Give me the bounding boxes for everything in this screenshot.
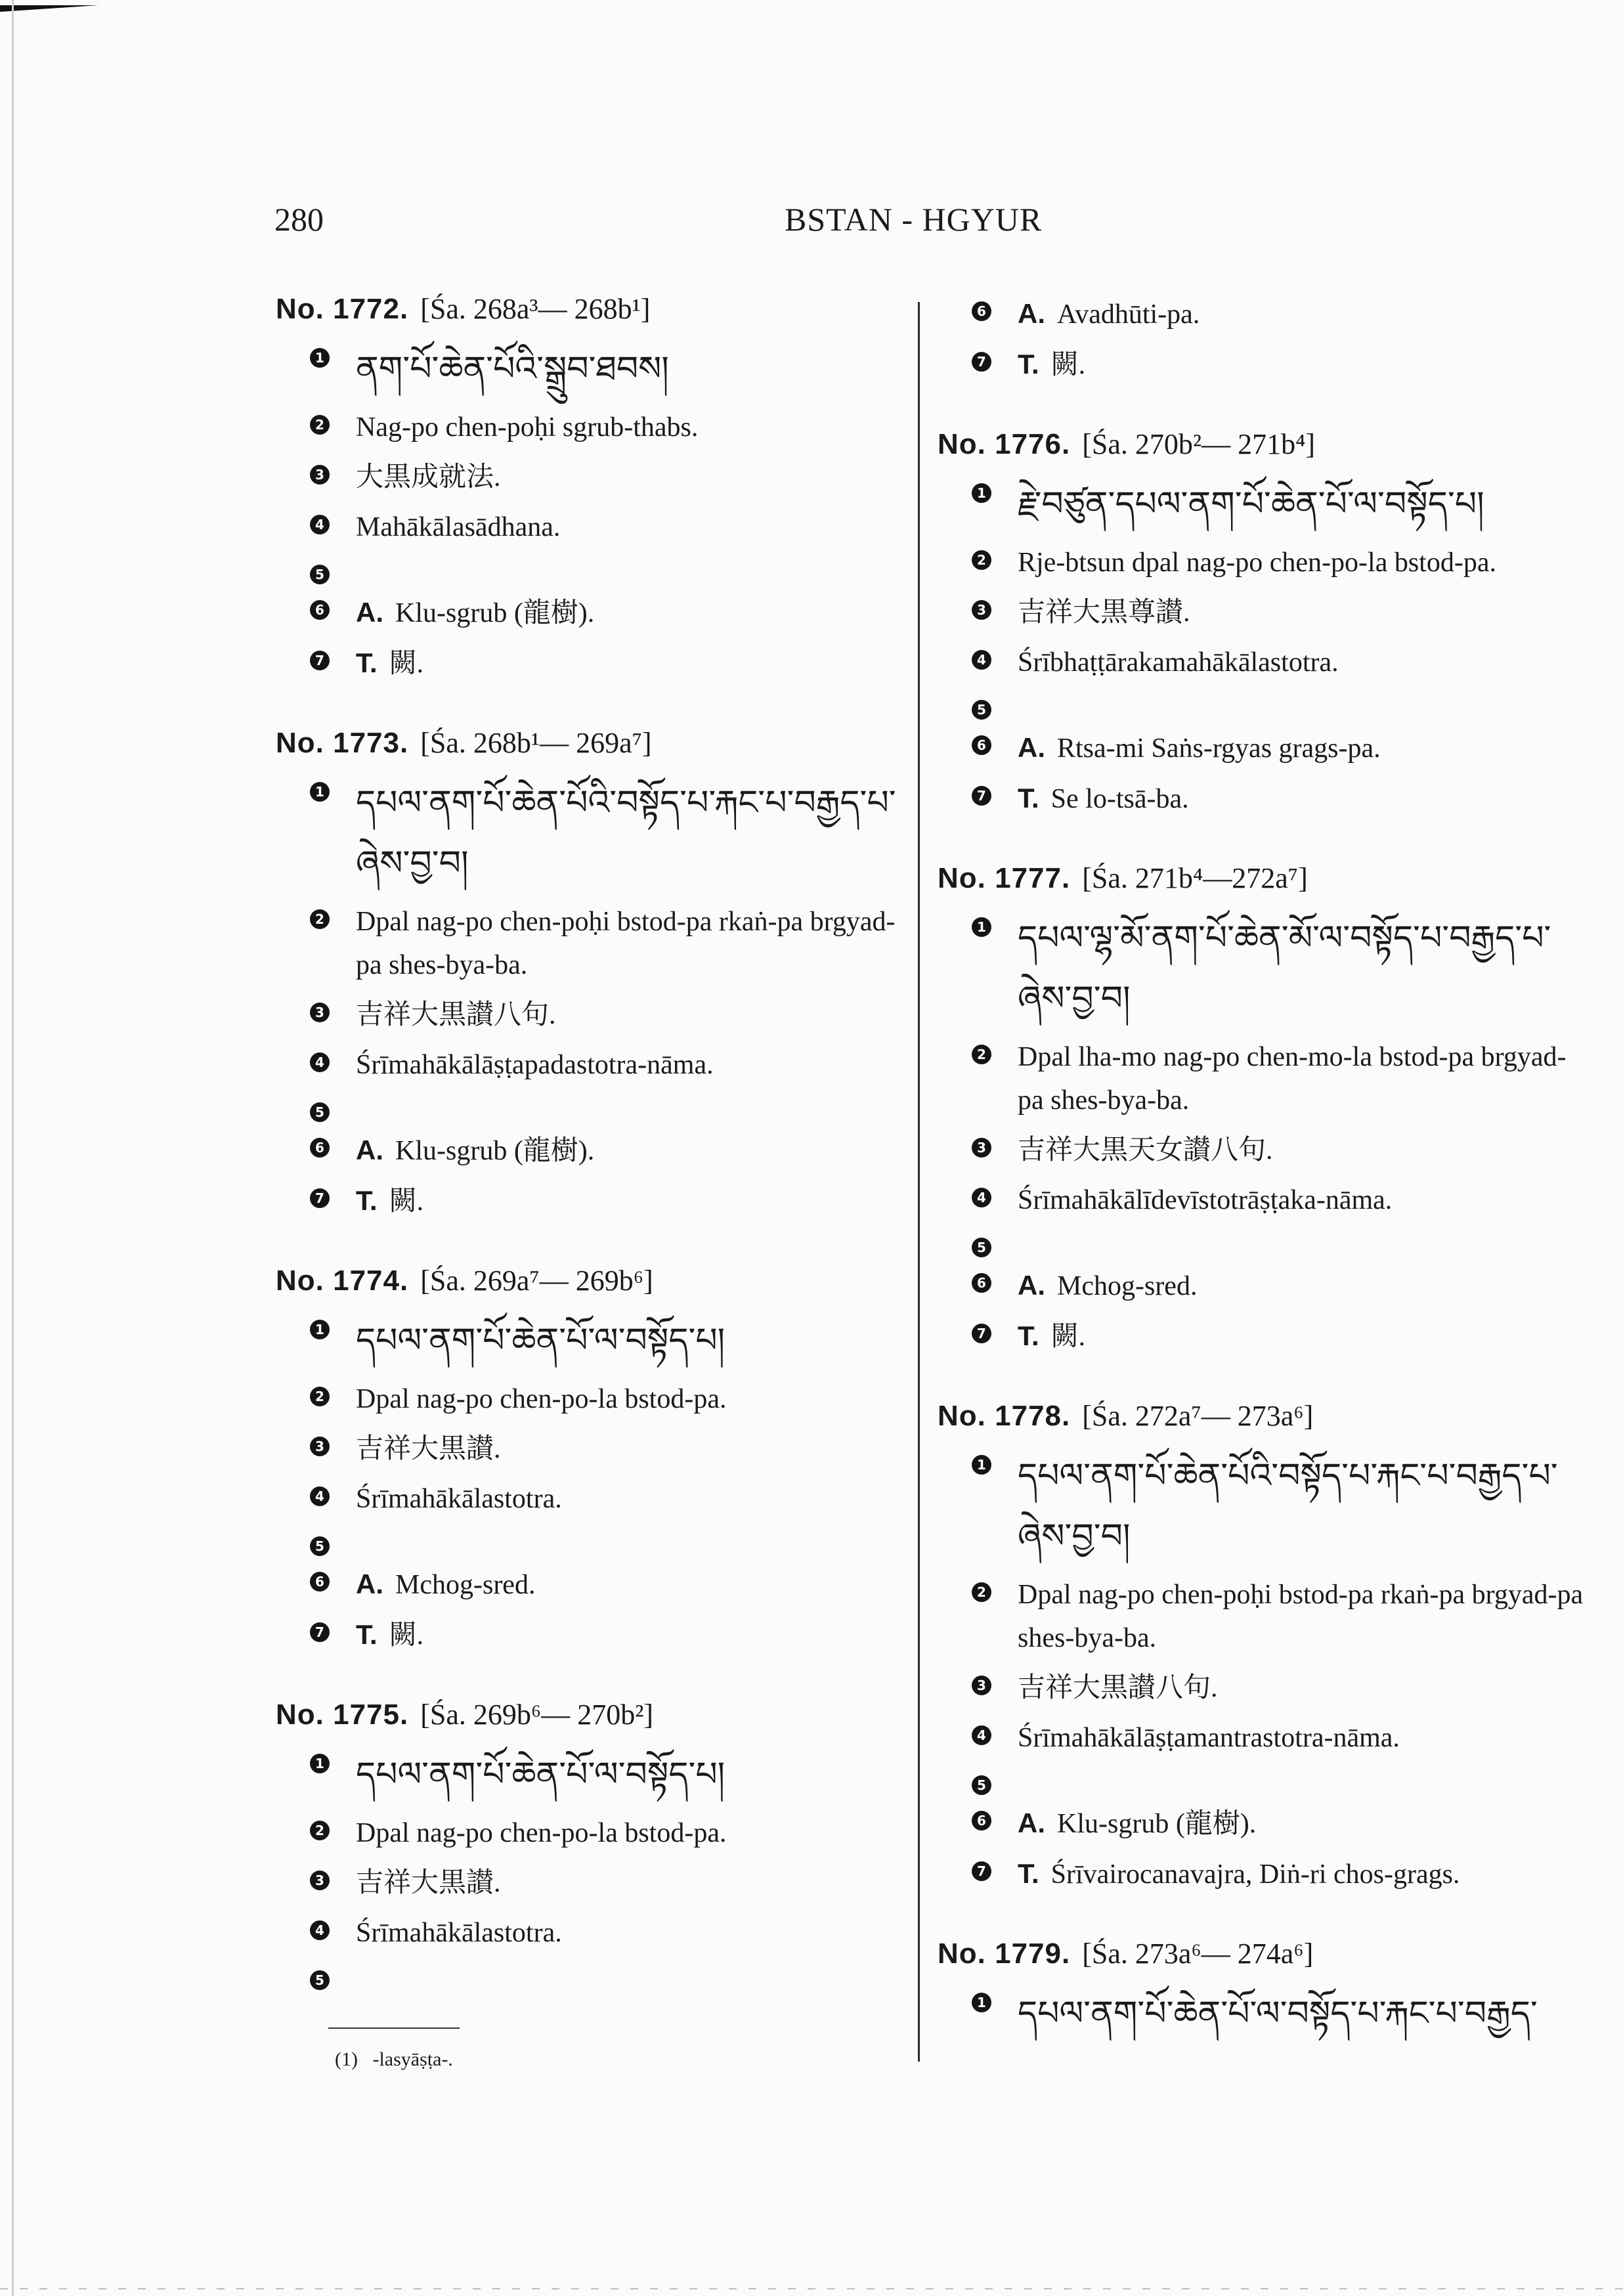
field-value xyxy=(356,591,906,635)
entry-folio-ref: [Śa. 271b⁴—272a⁷] xyxy=(1082,862,1308,894)
entry-field xyxy=(276,406,906,449)
field-role: A. xyxy=(356,1569,383,1599)
field-value xyxy=(1018,1179,1588,1222)
field-value xyxy=(1018,541,1588,584)
field-text: Dpal lha-mo nag-po chen-mo-la bstod-pa brgyad-pa shes-bya-ba. xyxy=(1018,1042,1567,1116)
field-number-icon: 6 xyxy=(972,301,991,321)
entry-field xyxy=(938,1035,1588,1122)
page-number: 280 xyxy=(274,201,324,238)
field-value xyxy=(1018,1802,1588,1846)
field-text: 吉祥大黒尊讃. xyxy=(1018,597,1190,628)
tibetan-title xyxy=(1018,908,1588,1029)
field-number-icon: 4 xyxy=(972,1188,991,1207)
field-value xyxy=(1018,641,1588,684)
entry-field xyxy=(938,1802,1588,1846)
catalog-entry xyxy=(276,1698,906,1990)
field-text: 大黒成就法. xyxy=(356,462,501,492)
field-number-icon: 1 xyxy=(972,483,991,503)
field-value xyxy=(1018,1129,1588,1172)
field-number-icon: 1 xyxy=(310,1320,330,1339)
entry-field xyxy=(938,1766,1588,1795)
entry-number: No. 1779. xyxy=(938,1938,1071,1970)
field-number-icon: 5 xyxy=(972,700,991,720)
entry-number: No. 1776. xyxy=(938,428,1071,460)
entry-heading xyxy=(276,292,906,326)
entry-field xyxy=(938,1264,1588,1308)
field-number-icon: 2 xyxy=(310,1821,330,1840)
field-number-icon: 2 xyxy=(310,415,330,435)
entry-folio-ref: [Śa. 269a⁷— 269b⁶] xyxy=(420,1265,653,1297)
field-value xyxy=(356,993,906,1037)
entry-field xyxy=(938,1666,1588,1710)
field-number-icon: 3 xyxy=(972,1676,991,1695)
field-text: 吉祥大黒讃. xyxy=(356,1868,501,1898)
column-divider xyxy=(918,302,920,2062)
bottom-edge xyxy=(0,2288,1623,2289)
field-text: Avadhūti-pa. xyxy=(1057,299,1200,330)
entry-folio-ref: [Śa. 273a⁶— 274a⁶] xyxy=(1082,1938,1314,1970)
entry-field xyxy=(938,343,1588,387)
entry-field xyxy=(938,1573,1588,1660)
entry-field xyxy=(938,474,1588,534)
field-role: T. xyxy=(1018,1858,1039,1889)
field-text: Rje-btsun dpal nag-po chen-po-la bstod-pa. xyxy=(1018,548,1496,578)
field-number-icon: 6 xyxy=(972,1273,991,1293)
entry-folio-ref: [Śa. 268a³— 268b¹] xyxy=(420,293,651,325)
field-value xyxy=(356,456,906,499)
entry-field xyxy=(938,1179,1588,1222)
entry-field xyxy=(276,1563,906,1607)
field-number-icon: 2 xyxy=(310,909,330,929)
page-edge xyxy=(12,0,14,2296)
field-text: Rtsa-mi Saṅs-rgyas grags-pa. xyxy=(1057,733,1381,764)
catalog-entry xyxy=(276,292,906,685)
entry-field xyxy=(938,591,1588,634)
field-text: Śrībhaṭṭārakamahākālastotra. xyxy=(1018,647,1339,678)
field-text: 吉祥大黒讃八句. xyxy=(356,1000,556,1030)
field-number-icon: 4 xyxy=(310,1052,330,1072)
entry-folio-ref: [Śa. 272a⁷— 273a⁶] xyxy=(1082,1400,1314,1432)
field-number-icon: 5 xyxy=(310,1536,330,1556)
entry-number: No. 1772. xyxy=(276,293,409,325)
field-text: Mchog-sred. xyxy=(1057,1271,1198,1301)
field-text: ནག་པོ་ཆེན་པོའི་སྒྲུབ་ཐབས། xyxy=(356,349,669,389)
field-text: Śrīmahākālīdevīstotrāṣṭaka-nāma. xyxy=(1018,1185,1393,1215)
field-number-icon: 5 xyxy=(310,565,330,584)
right-column xyxy=(938,292,1588,2085)
field-number-icon: 5 xyxy=(310,1102,330,1122)
field-value xyxy=(356,1377,906,1421)
entry-number: No. 1778. xyxy=(938,1400,1071,1432)
entry-field xyxy=(938,641,1588,684)
entry-field xyxy=(276,1093,906,1122)
field-text: Śrīmahākālastotra. xyxy=(356,1918,562,1948)
field-value xyxy=(356,1811,906,1855)
field-text: 闕. xyxy=(389,1186,424,1217)
field-number-icon: 4 xyxy=(310,515,330,534)
field-text: 闕. xyxy=(1050,1322,1086,1352)
entry-field xyxy=(276,1477,906,1521)
field-number-icon: 1 xyxy=(972,1993,991,2012)
field-value xyxy=(356,900,906,987)
entry-field xyxy=(276,993,906,1037)
entry-field xyxy=(938,292,1588,336)
field-number-icon: 4 xyxy=(310,1920,330,1940)
entry-field xyxy=(276,1427,906,1471)
entry-heading xyxy=(276,1264,906,1297)
field-value xyxy=(1018,343,1588,387)
field-text: Dpal nag-po chen-poḥi bstod-pa rkaṅ-pa brgyad-pa shes-bya-ba. xyxy=(1018,1580,1584,1653)
entry-field xyxy=(938,691,1588,720)
field-number-icon: 3 xyxy=(972,1138,991,1158)
entry-number: No. 1773. xyxy=(276,727,409,759)
entry-field xyxy=(276,1377,906,1421)
field-value xyxy=(1018,292,1588,336)
entry-field xyxy=(938,777,1588,821)
field-text: Klu-sgrub (龍樹). xyxy=(395,598,595,628)
field-value xyxy=(1018,1573,1588,1660)
field-text: 闕. xyxy=(389,1620,424,1651)
entry-field xyxy=(276,1961,906,1990)
field-role: A. xyxy=(356,597,383,628)
entry-field xyxy=(938,1852,1588,1896)
field-value xyxy=(1018,1852,1588,1896)
entry-field xyxy=(938,726,1588,770)
field-number-icon: 1 xyxy=(972,1455,991,1475)
tibetan-title xyxy=(356,773,906,894)
field-text: Dpal nag-po chen-po-la bstod-pa. xyxy=(356,1818,727,1848)
field-number-icon: 7 xyxy=(972,1324,991,1343)
field-value xyxy=(1018,591,1588,634)
field-text: དཔལ་ནག་པོ་ཆེན་པོའི་བསྟོད་པ་རྐང་པ་བརྒྱད་པ་ཞེས་བྱ་བ། xyxy=(356,783,896,883)
entry-heading xyxy=(276,726,906,760)
entry-field xyxy=(938,1983,1588,2044)
catalog-entry xyxy=(276,726,906,1223)
field-number-icon: 7 xyxy=(310,651,330,670)
field-number-icon: 4 xyxy=(972,650,991,670)
entry-field xyxy=(276,1861,906,1905)
entry-field xyxy=(276,591,906,635)
field-number-icon: 2 xyxy=(972,550,991,570)
field-value xyxy=(1018,726,1588,770)
field-number-icon: 5 xyxy=(972,1775,991,1795)
tibetan-title xyxy=(1018,474,1588,534)
field-value xyxy=(1018,1314,1588,1358)
tibetan-title xyxy=(1018,1983,1588,2044)
tibetan-title xyxy=(356,339,906,399)
field-role: T. xyxy=(1018,349,1039,379)
field-value xyxy=(356,1129,906,1173)
field-text: 闕. xyxy=(389,649,424,679)
field-role: T. xyxy=(1018,1320,1039,1351)
field-value xyxy=(356,406,906,449)
field-value xyxy=(1018,1264,1588,1308)
field-role: A. xyxy=(1018,732,1045,763)
entry-field xyxy=(276,1744,906,1805)
catalog-entry xyxy=(276,1264,906,1657)
field-role: T. xyxy=(1018,783,1039,813)
catalog-entry xyxy=(938,427,1588,821)
field-value xyxy=(356,1043,906,1087)
field-text: རྗེ་བཙུན་དཔལ་ནག་པོ་ཆེན་པོ་ལ་བསྟོད་པ། xyxy=(1018,485,1484,524)
field-value xyxy=(1018,1035,1588,1122)
entry-heading xyxy=(938,427,1588,461)
field-number-icon: 5 xyxy=(972,1238,991,1257)
entry-number: No. 1775. xyxy=(276,1699,409,1731)
field-value xyxy=(1018,1716,1588,1760)
field-value xyxy=(356,1861,906,1905)
field-number-icon: 1 xyxy=(310,782,330,802)
entry-field xyxy=(276,641,906,685)
field-role: A. xyxy=(356,1135,383,1165)
entry-folio-ref: [Śa. 269b⁶— 270b²] xyxy=(420,1699,654,1731)
entry-folio-ref: [Śa. 268b¹— 269a⁷] xyxy=(420,727,652,759)
field-role: A. xyxy=(1018,1808,1045,1838)
continued-entry xyxy=(938,292,1588,387)
entry-field xyxy=(938,1228,1588,1257)
catalog-entry xyxy=(938,861,1588,1358)
entry-field xyxy=(276,1911,906,1955)
field-text: Klu-sgrub (龍樹). xyxy=(1057,1809,1257,1839)
entry-field xyxy=(276,1129,906,1173)
field-role: T. xyxy=(356,647,378,678)
field-number-icon: 3 xyxy=(310,1437,330,1456)
field-value xyxy=(356,1563,906,1607)
field-number-icon: 1 xyxy=(310,348,330,368)
footnote-marker: (1) xyxy=(335,2048,358,2070)
field-number-icon: 3 xyxy=(972,600,991,620)
left-column xyxy=(276,292,906,2031)
field-value xyxy=(356,506,906,549)
entry-number: No. 1774. xyxy=(276,1265,409,1297)
entry-field xyxy=(276,506,906,549)
field-role: T. xyxy=(356,1619,378,1650)
field-text: Śrīvairocanavajra, Diṅ-ri chos-grags. xyxy=(1050,1859,1460,1890)
field-text: Śrīmahākālastotra. xyxy=(356,1484,562,1514)
field-number-icon: 7 xyxy=(310,1622,330,1642)
entry-number: No. 1777. xyxy=(938,862,1071,894)
field-number-icon: 7 xyxy=(972,352,991,372)
field-number-icon: 7 xyxy=(972,786,991,806)
field-value xyxy=(356,1179,906,1223)
field-text: དཔལ་ལྷ་མོ་ནག་པོ་ཆེན་མོ་ལ་བསྟོད་པ་བརྒྱད་པ་ཞེས་བྱ་བ། xyxy=(1018,919,1551,1018)
field-number-icon: 6 xyxy=(310,600,330,620)
field-value xyxy=(356,1613,906,1657)
entry-folio-ref: [Śa. 270b²— 271b⁴] xyxy=(1082,428,1316,460)
entry-heading xyxy=(276,1698,906,1731)
entry-field xyxy=(938,1314,1588,1358)
entry-field xyxy=(276,1811,906,1855)
field-value xyxy=(356,641,906,685)
field-text: 吉祥大黒讃八句. xyxy=(1018,1673,1218,1703)
entry-field xyxy=(276,1043,906,1087)
tibetan-title xyxy=(356,1744,906,1805)
field-text: Mchog-sred. xyxy=(395,1570,536,1600)
field-role: T. xyxy=(356,1185,378,1216)
field-text: 闕. xyxy=(1050,350,1086,380)
entry-heading xyxy=(938,1399,1588,1433)
field-text: Dpal nag-po chen-po-la bstod-pa. xyxy=(356,1384,727,1414)
footnote-text: -lasyāṣṭa-. xyxy=(372,2048,453,2070)
footnote xyxy=(335,2048,453,2071)
entry-field xyxy=(938,541,1588,584)
entry-field xyxy=(276,339,906,399)
field-text: 吉祥大黒天女讃八句. xyxy=(1018,1135,1273,1165)
field-text: Dpal nag-po chen-poḥi bstod-pa rkaṅ-pa brgyad-pa shes-bya-ba. xyxy=(356,907,896,980)
field-number-icon: 3 xyxy=(310,465,330,485)
entry-field xyxy=(276,555,906,584)
running-title: BSTAN - HGYUR xyxy=(785,201,1043,238)
entry-field xyxy=(276,1527,906,1556)
field-number-icon: 1 xyxy=(310,1754,330,1773)
entry-field xyxy=(276,773,906,894)
field-number-icon: 2 xyxy=(972,1045,991,1064)
field-number-icon: 4 xyxy=(972,1725,991,1745)
field-text: དཔལ་ནག་པོ་ཆེན་པོ་ལ་བསྟོད་པ། xyxy=(356,1321,725,1360)
entry-field xyxy=(276,1613,906,1657)
field-value xyxy=(1018,777,1588,821)
corner-mark xyxy=(0,5,98,12)
field-number-icon: 1 xyxy=(972,917,991,937)
field-number-icon: 6 xyxy=(972,735,991,755)
field-role: A. xyxy=(1018,298,1045,329)
field-number-icon: 6 xyxy=(310,1138,330,1158)
tibetan-title xyxy=(356,1310,906,1371)
entry-field xyxy=(938,1716,1588,1760)
field-number-icon: 4 xyxy=(310,1486,330,1506)
field-number-icon: 3 xyxy=(310,1003,330,1022)
field-text: Nag-po chen-poḥi sgrub-thabs. xyxy=(356,412,699,443)
footnote-rule xyxy=(328,2027,460,2029)
field-text: དཔལ་ནག་པོ་ཆེན་པོ་ལ་བསྟོད་པ་རྐང་པ་བརྒྱད་ xyxy=(1018,1994,1538,2033)
field-number-icon: 7 xyxy=(972,1861,991,1881)
field-role: A. xyxy=(1018,1270,1045,1301)
entry-field xyxy=(276,1310,906,1371)
field-text: 吉祥大黒讃. xyxy=(356,1434,501,1464)
field-number-icon: 2 xyxy=(972,1582,991,1602)
field-text: Śrīmahākālāṣṭapadastotra-nāma. xyxy=(356,1050,714,1080)
entry-field xyxy=(938,908,1588,1029)
field-number-icon: 5 xyxy=(310,1970,330,1990)
field-value xyxy=(356,1427,906,1471)
entry-field xyxy=(276,900,906,987)
entry-heading xyxy=(938,1937,1588,1970)
field-value xyxy=(356,1477,906,1521)
entry-field xyxy=(276,1179,906,1223)
field-text: Śrīmahākālāṣṭamantrastotra-nāma. xyxy=(1018,1723,1400,1753)
entry-heading xyxy=(938,861,1588,895)
tibetan-title xyxy=(1018,1446,1588,1567)
field-text: Mahākālasādhana. xyxy=(356,512,561,542)
field-number-icon: 7 xyxy=(310,1188,330,1208)
field-number-icon: 6 xyxy=(972,1811,991,1830)
field-text: Klu-sgrub (龍樹). xyxy=(395,1136,595,1166)
field-value xyxy=(1018,1666,1588,1710)
field-value xyxy=(356,1911,906,1955)
entry-field xyxy=(938,1446,1588,1567)
catalog-entry xyxy=(938,1399,1588,1896)
field-text: Se lo-tsā-ba. xyxy=(1050,784,1189,814)
field-text: དཔལ་ནག་པོ་ཆེན་པོའི་བསྟོད་པ་རྐང་པ་བརྒྱད་པ་ཞེས་བྱ་བ། xyxy=(1018,1456,1558,1556)
entry-field xyxy=(938,1129,1588,1172)
field-number-icon: 6 xyxy=(310,1572,330,1592)
field-number-icon: 3 xyxy=(310,1871,330,1890)
entry-field xyxy=(276,456,906,499)
field-number-icon: 2 xyxy=(310,1387,330,1406)
catalog-entry xyxy=(938,1937,1588,2044)
field-text: དཔལ་ནག་པོ་ཆེན་པོ་ལ་བསྟོད་པ། xyxy=(356,1755,725,1794)
